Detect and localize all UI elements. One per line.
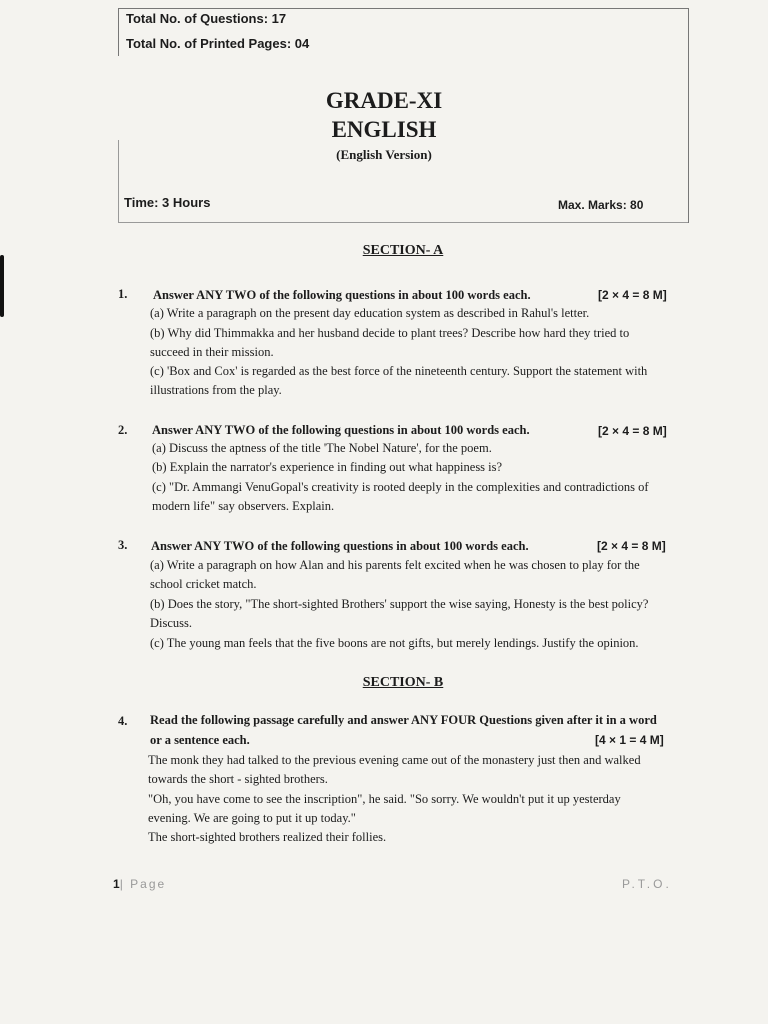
question-4-heading-line-1: Read the following passage carefully and answer ANY FOUR Questions given after it in a word: [150, 713, 657, 727]
question-1-line-4: (c) 'Box and Cox' is regarded as the best force of the nineteenth century. Support the statement with: [150, 364, 648, 378]
passage-line-5: The short-sighted brothers realized their follies.: [148, 830, 387, 844]
question-3-line-3: (b) Does the story, "The short-sighted Brothers' support the wise saying, Honesty is the best policy?: [150, 597, 649, 611]
section-a-title: SECTION- A: [362, 243, 444, 258]
question-2-heading: Answer ANY TWO of the following questions in about 100 words each.: [152, 423, 530, 437]
question-3-line-2: school cricket match.: [150, 577, 257, 591]
passage-line-1: The monk they had talked to the previous evening came out of the monastery just then and walked: [148, 753, 641, 767]
passage-line-4: evening. We are going to put it up today.": [148, 811, 356, 825]
question-4-marks: [4 × 1 = 4 M]: [595, 733, 664, 747]
subject-title: ENGLISH: [331, 117, 437, 142]
question-3-number: 3.: [118, 538, 128, 552]
passage-line-3: "Oh, you have come to see the inscription", he said. "So sorry. We wouldn't put it up yesterday: [148, 792, 621, 806]
page-footer: [113, 877, 166, 891]
question-1-line-2: (b) Why did Thimmakka and her husband decide to plant trees? Describe how hard they tried to: [150, 326, 630, 340]
question-2-number: 2.: [118, 423, 128, 437]
pto-label: P.T.O.: [622, 877, 672, 891]
page-number: 1: [113, 877, 120, 891]
question-1-number: 1.: [118, 287, 128, 301]
question-4-number: 4.: [118, 714, 128, 728]
question-2-line-2: (b) Explain the narrator's experience in finding out what happiness is?: [152, 460, 503, 474]
header-box-bottom-edge: [118, 222, 688, 223]
question-2-line-1: (a) Discuss the aptness of the title 'The Nobel Nature', for the poem.: [152, 441, 492, 455]
version-label: (English Version): [336, 147, 432, 162]
max-marks-label: Max. Marks: 80: [558, 198, 644, 212]
question-1-line-5: illustrations from the play.: [150, 383, 282, 397]
question-4-heading-line-2: or a sentence each.: [150, 733, 250, 747]
passage-line-2: towards the short - sighted brothers.: [148, 772, 328, 786]
section-b-title: SECTION- B: [362, 675, 444, 690]
question-3-marks: [2 × 4 = 8 M]: [597, 539, 666, 553]
binding-mark: [0, 255, 4, 317]
question-2-line-4: modern life" say observers. Explain.: [152, 499, 335, 513]
total-printed-pages: Total No. of Printed Pages: 04: [126, 36, 310, 51]
question-3-line-1: (a) Write a paragraph on how Alan and his parents felt excited when he was chosen to play for the: [150, 558, 640, 572]
header-box-left-edge: [118, 8, 119, 56]
time-label: Time: 3 Hours: [124, 195, 211, 210]
total-questions: Total No. of Questions: 17: [126, 11, 287, 26]
page-label: | Page: [119, 877, 167, 891]
question-1-line-1: (a) Write a paragraph on the present day education system as described in Rahul's letter.: [150, 306, 590, 320]
question-1-marks: [2 × 4 = 8 M]: [598, 288, 667, 302]
question-3-line-4: Discuss.: [150, 616, 193, 630]
grade-title: GRADE-XI: [325, 88, 443, 113]
question-1-line-3: succeed in their mission.: [150, 345, 274, 359]
question-2-marks: [2 × 4 = 8 M]: [598, 424, 667, 438]
question-2-line-3: (c) "Dr. Ammangi VenuGopal's creativity is rooted deeply in the complexities and contradictions of: [152, 480, 649, 494]
question-3-line-5: (c) The young man feels that the five boons are not gifts, but merely lendings. Justify the opinion.: [150, 636, 639, 650]
question-3-heading: Answer ANY TWO of the following questions in about 100 words each.: [151, 539, 529, 553]
question-1-heading: Answer ANY TWO of the following questions in about 100 words each.: [153, 288, 531, 302]
